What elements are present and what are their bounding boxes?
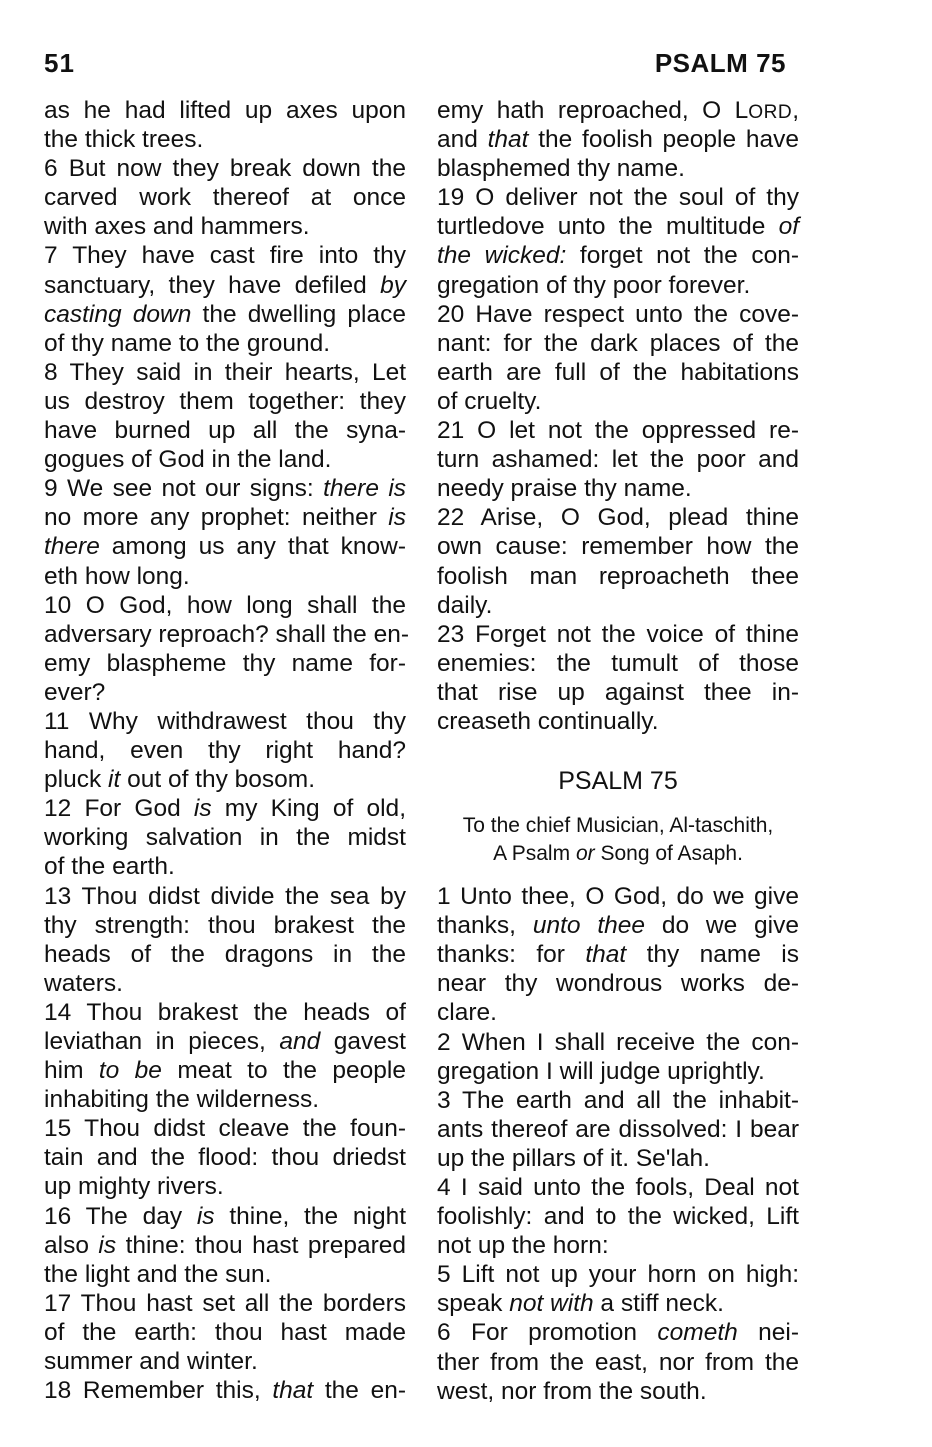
text-line — [44, 329, 406, 358]
italic-text: is — [388, 504, 406, 532]
line-text: summer and winter. — [44, 1348, 258, 1376]
line-text: thy name is — [626, 941, 799, 969]
running-head: PSALM 75 — [654, 48, 786, 78]
line-text: own cause: remember how the — [437, 533, 799, 561]
line-text: the dwelling place — [191, 300, 406, 328]
line-text: earth are full of the habitations — [437, 358, 799, 386]
text-line — [44, 707, 406, 736]
italic-text: is — [193, 795, 212, 823]
text-line — [437, 154, 799, 183]
text-line — [437, 387, 799, 416]
line-text: turtledove unto the multitude — [437, 213, 779, 241]
text-line — [44, 940, 406, 969]
line-text: 16 The day — [44, 1202, 197, 1230]
text-line — [437, 474, 799, 503]
line-text: thine, the night — [214, 1202, 407, 1230]
text-line — [437, 358, 799, 387]
text-line — [44, 241, 406, 270]
superscription-line-2 — [437, 840, 799, 868]
italic-text: that — [272, 1377, 314, 1405]
page-number: 51 — [44, 48, 75, 78]
right-text-column — [437, 96, 799, 1406]
line-text: thine: thou hast prepared — [116, 1231, 406, 1259]
text-line — [437, 96, 799, 125]
line-text: , — [792, 97, 799, 124]
line-text: west, nor from the south. — [437, 1377, 707, 1405]
line-text: gavest — [320, 1028, 406, 1055]
line-text: speak — [437, 1290, 510, 1318]
text-line — [44, 474, 406, 503]
text-line — [44, 1027, 406, 1056]
text-line — [437, 969, 799, 998]
left-text-column — [44, 96, 409, 1405]
italic-text: is — [98, 1231, 117, 1259]
italic-text: not with — [509, 1290, 594, 1318]
line-text: 17 Thou hast set all the borders — [44, 1289, 406, 1317]
text-line — [437, 271, 799, 300]
line-text: leviathan in pieces, — [44, 1028, 280, 1055]
text-line — [44, 852, 406, 881]
line-text: 7 They have cast fire into thy — [44, 242, 406, 270]
text-line — [44, 765, 406, 794]
text-line — [437, 212, 799, 241]
text-line — [437, 1173, 799, 1202]
line-text: the foolish people have — [528, 126, 799, 154]
line-text: 15 Thou didst cleave the foun- — [44, 1115, 406, 1143]
line-text: 4 I said unto the fools, Deal not — [437, 1174, 799, 1201]
text-line — [44, 562, 406, 591]
text-line — [44, 387, 406, 416]
line-text: near thy wondrous works de- — [437, 970, 799, 998]
text-line — [44, 1114, 406, 1143]
line-text: needy praise thy name. — [437, 475, 692, 503]
line-text: pluck — [44, 766, 109, 794]
line-text: 11 Why withdrawest thou thy — [44, 707, 406, 735]
line-text: with axes and hammers. — [44, 213, 310, 241]
line-text: thanks, — [437, 912, 533, 940]
line-text: emy blaspheme thy name for- — [44, 649, 406, 677]
line-text: tain and the flood: thou driedst — [44, 1144, 406, 1172]
line-text: among us any that know- — [99, 533, 406, 561]
text-line — [437, 591, 799, 620]
italic-text: that — [487, 126, 529, 154]
line-text: forget not the con- — [566, 242, 800, 270]
text-line — [437, 1144, 799, 1173]
line-text: eth how long. — [44, 562, 190, 590]
line-text: 3 The earth and all the inhabit- — [437, 1086, 799, 1114]
text-line — [437, 1028, 799, 1057]
italic-text: there — [44, 533, 100, 561]
text-line — [437, 911, 799, 940]
line-text: of cruelty. — [437, 387, 542, 415]
text-line — [44, 1056, 406, 1085]
line-text: 19 O deliver not the soul of thy — [437, 184, 799, 212]
line-text: carved work thereof at once — [44, 184, 406, 212]
line-text: 8 They said in their hearts, Let — [44, 358, 406, 386]
text-line — [437, 532, 799, 561]
italic-text: to be — [98, 1057, 162, 1085]
line-text: also — [44, 1231, 99, 1259]
line-text: and — [437, 126, 488, 154]
line-text: us destroy them together: they — [44, 387, 406, 415]
line-text: 6 But now they break down the — [44, 155, 406, 183]
text-line — [44, 300, 406, 329]
superscription-line-1: To the chief Musician, Al-taschith, — [462, 814, 774, 838]
line-text: clare. — [437, 999, 497, 1027]
text-line — [44, 911, 406, 940]
line-text: have burned up all the syna- — [44, 417, 406, 445]
line-text: thanks: for — [437, 941, 586, 969]
line-text: emy hath reproached, O L — [437, 97, 749, 124]
line-text: 6 For promotion — [437, 1319, 658, 1347]
text-line — [44, 1231, 406, 1260]
text-line — [437, 998, 799, 1027]
text-line — [44, 532, 406, 561]
text-line — [437, 1231, 799, 1260]
psalm-superscription — [437, 812, 799, 868]
line-text: 23 Forget not the voice of thine — [437, 620, 799, 648]
text-line — [44, 1260, 406, 1289]
line-text: blasphemed thy name. — [437, 155, 685, 183]
line-text: of thy name to the ground. — [44, 329, 331, 357]
text-line — [437, 707, 799, 736]
line-text: ORD — [748, 102, 793, 123]
text-line — [437, 241, 799, 270]
text-line — [437, 940, 799, 969]
text-line — [44, 212, 406, 241]
italic-text: of — [778, 213, 799, 241]
line-text: him — [44, 1057, 99, 1085]
line-text: turn ashamed: let the poor and — [437, 446, 799, 474]
text-line — [437, 649, 799, 678]
line-text: ever? — [44, 678, 106, 706]
text-line — [437, 620, 799, 649]
italic-text: cometh — [657, 1319, 738, 1347]
italic-text: the wicked: — [437, 242, 567, 270]
line-text: not up the horn: — [437, 1232, 609, 1260]
line-text: of the earth. — [44, 853, 175, 881]
text-line — [437, 503, 799, 532]
text-line — [44, 678, 406, 707]
psalm-heading: PSALM 75 — [558, 767, 678, 796]
text-line — [44, 620, 409, 649]
line-text: nei- — [737, 1319, 799, 1347]
text-line — [44, 96, 406, 125]
line-text: foolishly: and to the wicked, Lift — [437, 1203, 799, 1231]
superscription-text-a: A Psalm — [493, 842, 576, 866]
psalm-74-continuation — [437, 96, 799, 736]
text-line — [437, 1260, 799, 1289]
text-line — [437, 416, 799, 445]
line-text: the light and the sun. — [44, 1260, 272, 1288]
line-text: ants thereof are dissolved: I bear — [437, 1115, 799, 1143]
text-line — [437, 445, 799, 474]
line-text: thy strength: thou brakest the — [44, 911, 406, 939]
italic-text: is — [196, 1202, 215, 1230]
text-line — [437, 125, 799, 154]
italic-text: it — [108, 766, 121, 794]
text-line — [437, 1348, 799, 1377]
line-text: sanctuary, they have defiled — [44, 271, 381, 299]
line-text: the thick trees. — [44, 126, 204, 154]
line-text: daily. — [437, 591, 493, 619]
text-line — [44, 823, 406, 852]
line-text: no more any prophet: neither — [44, 504, 389, 532]
text-line — [437, 1057, 799, 1086]
line-text: working salvation in the midst — [44, 824, 406, 852]
text-line — [44, 882, 406, 911]
text-line — [44, 736, 406, 765]
text-line — [437, 882, 799, 911]
line-text: my King of old, — [211, 795, 406, 823]
line-text: 14 Thou brakest the heads of — [44, 998, 406, 1026]
line-text: 10 O God, how long shall the — [44, 591, 406, 619]
line-text: creaseth continually. — [437, 707, 659, 735]
line-text: gregation I will judge uprightly. — [437, 1057, 765, 1085]
line-text: gogues of God in the land. — [44, 446, 332, 474]
line-text: nant: for the dark places of the — [437, 329, 799, 357]
line-text: foolish man reproacheth thee — [437, 562, 799, 590]
text-line — [437, 183, 799, 212]
italic-text: casting down — [44, 300, 192, 328]
text-line — [437, 678, 799, 707]
line-text: waters. — [44, 969, 123, 997]
line-text: heads of the dragons in the — [44, 940, 406, 968]
text-line — [44, 445, 406, 474]
text-line — [44, 183, 406, 212]
italic-text: by — [380, 271, 406, 299]
line-text: a stiff neck. — [593, 1290, 724, 1318]
text-line — [44, 154, 406, 183]
text-line — [437, 1377, 799, 1406]
text-line — [437, 1202, 799, 1231]
text-line — [44, 591, 406, 620]
text-line — [44, 1202, 406, 1231]
text-line — [44, 358, 406, 387]
line-text: ther from the east, nor from the — [437, 1348, 799, 1376]
text-line — [44, 416, 406, 445]
line-text: inhabiting the wilderness. — [44, 1086, 320, 1114]
psalm-75-verses — [437, 882, 799, 1406]
text-line — [437, 329, 799, 358]
line-text: up the pillars of it. Se'lah. — [437, 1144, 710, 1172]
line-text: gregation of thy poor forever. — [437, 271, 751, 299]
text-line — [44, 1347, 406, 1376]
line-text: the en- — [313, 1377, 406, 1405]
line-text: 22 Arise, O God, plead thine — [437, 504, 799, 532]
text-line — [44, 503, 406, 532]
text-line — [44, 1318, 406, 1347]
line-text: up mighty rivers. — [44, 1173, 224, 1201]
italic-text: that — [585, 941, 627, 969]
line-text: 5 Lift not up your horn on high: — [437, 1261, 799, 1289]
text-line — [44, 1085, 406, 1114]
superscription-italic: or — [575, 842, 595, 866]
line-text: 12 For God — [44, 795, 194, 823]
line-text: out of thy bosom. — [120, 766, 316, 794]
text-line — [44, 649, 406, 678]
line-text: 13 Thou didst divide the sea by — [44, 882, 406, 910]
text-line — [44, 271, 406, 300]
italic-text: there is — [323, 475, 407, 503]
text-line — [437, 1289, 799, 1318]
text-line — [44, 998, 406, 1027]
line-text: 9 We see not our signs: — [44, 475, 324, 503]
italic-text: unto thee — [532, 912, 646, 940]
line-text: meat to the people — [161, 1057, 406, 1085]
text-line — [44, 1289, 406, 1318]
line-text: that rise up against thee in- — [437, 678, 799, 706]
italic-text: and — [279, 1028, 321, 1055]
line-text: hand, even thy right hand? — [44, 737, 406, 765]
line-text: as he had lifted up axes upon — [44, 97, 406, 124]
text-line — [437, 1086, 799, 1115]
line-text: 18 Remember this, — [44, 1377, 273, 1405]
text-line — [437, 300, 799, 329]
text-line — [44, 125, 406, 154]
line-text: 1 Unto thee, O God, do we give — [437, 883, 799, 911]
line-text: of the earth: thou hast made — [44, 1318, 406, 1346]
line-text: adversary reproach? shall the en- — [44, 620, 409, 648]
text-line — [44, 1376, 406, 1405]
line-text: enemies: the tumult of those — [437, 649, 799, 677]
text-line — [44, 794, 406, 823]
text-line — [44, 1172, 406, 1201]
text-line — [44, 969, 406, 998]
superscription-text-b: Song of Asaph. — [594, 842, 743, 866]
line-text: 20 Have respect unto the cove- — [437, 300, 799, 328]
line-text: 2 When I shall receive the con- — [437, 1028, 799, 1056]
text-line — [437, 1318, 799, 1347]
text-line — [437, 562, 799, 591]
text-line — [44, 1143, 406, 1172]
text-line — [437, 1115, 799, 1144]
line-text: do we give — [645, 912, 799, 940]
line-text: 21 O let not the oppressed re- — [437, 417, 799, 445]
